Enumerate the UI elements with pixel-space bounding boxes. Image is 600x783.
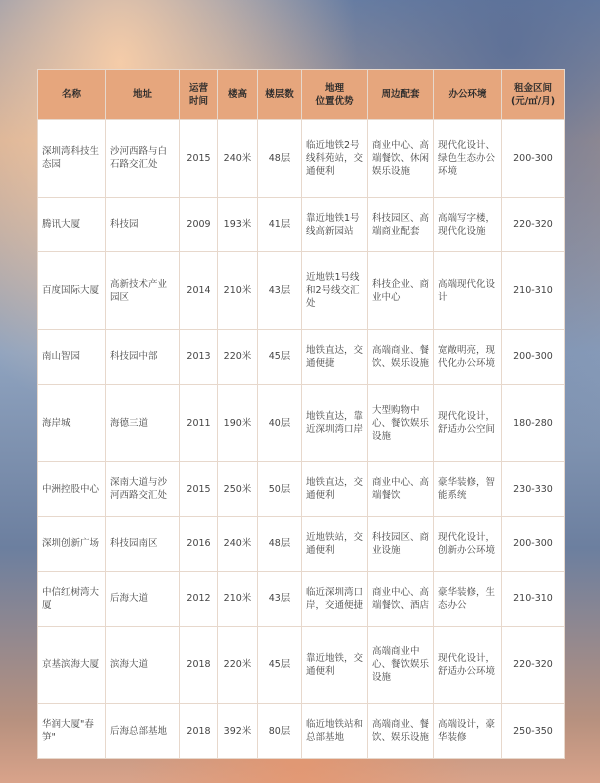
header-name: 名称 <box>38 70 106 120</box>
cell-location: 地铁直达，靠近深圳湾口岸 <box>302 384 368 462</box>
table-row <box>38 384 565 462</box>
cell-rent: 200-300 <box>502 330 565 385</box>
header-address: 地址 <box>106 70 180 120</box>
header-height: 楼高 <box>218 70 258 120</box>
cell-location: 近地铁站，交通便利 <box>302 517 368 572</box>
cell-name: 腾讯大厦 <box>38 197 106 252</box>
cell-name: 中信红树湾大厦 <box>38 571 106 626</box>
cell-height: 240米 <box>218 120 258 198</box>
cell-name: 京基滨海大厦 <box>38 626 106 704</box>
cell-rent: 230-330 <box>502 462 565 517</box>
cell-address: 后海大道 <box>106 571 180 626</box>
office-building-table <box>37 69 565 759</box>
cell-office: 豪华装修，生态办公 <box>434 571 502 626</box>
cell-amenities: 科技企业、商业中心 <box>368 252 434 330</box>
cell-floors: 45层 <box>258 626 302 704</box>
cell-name: 海岸城 <box>38 384 106 462</box>
cell-rent: 200-300 <box>502 517 565 572</box>
cell-address: 滨海大道 <box>106 626 180 704</box>
table-row <box>38 197 565 252</box>
cell-address: 沙河西路与白石路交汇处 <box>106 120 180 198</box>
cell-office: 现代化设计、绿色生态办公环境 <box>434 120 502 198</box>
cell-floors: 41层 <box>258 197 302 252</box>
header-location: 地理 位置优势 <box>302 70 368 120</box>
cell-rent: 220-320 <box>502 626 565 704</box>
cell-year: 2009 <box>180 197 218 252</box>
cell-office: 现代化设计，创新办公环境 <box>434 517 502 572</box>
cell-year: 2018 <box>180 626 218 704</box>
cell-name: 百度国际大厦 <box>38 252 106 330</box>
table-row <box>38 704 565 759</box>
cell-height: 240米 <box>218 517 258 572</box>
cell-location: 近地铁1号线和2号线交汇处 <box>302 252 368 330</box>
cell-floors: 80层 <box>258 704 302 759</box>
header-rent: 租金区间 (元/㎡/月) <box>502 70 565 120</box>
cell-floors: 43层 <box>258 252 302 330</box>
cell-rent: 250-350 <box>502 704 565 759</box>
cell-amenities: 高端商业中心、餐饮娱乐设施 <box>368 626 434 704</box>
cell-address: 科技园 <box>106 197 180 252</box>
table-row <box>38 571 565 626</box>
cell-height: 392米 <box>218 704 258 759</box>
comparison-table-card <box>37 69 564 759</box>
cell-year: 2013 <box>180 330 218 385</box>
cell-address: 科技园中部 <box>106 330 180 385</box>
cell-amenities: 商业中心、高端餐饮 <box>368 462 434 517</box>
cell-floors: 43层 <box>258 571 302 626</box>
header-office: 办公环境 <box>434 70 502 120</box>
cell-office: 高端现代化设计 <box>434 252 502 330</box>
cell-address: 科技园南区 <box>106 517 180 572</box>
header-floors: 楼层数 <box>258 70 302 120</box>
cell-rent: 220-320 <box>502 197 565 252</box>
cell-height: 220米 <box>218 330 258 385</box>
cell-year: 2011 <box>180 384 218 462</box>
cell-address: 高新技术产业园区 <box>106 252 180 330</box>
cell-height: 190米 <box>218 384 258 462</box>
cell-name: 中洲控股中心 <box>38 462 106 517</box>
cell-name: 华润大厦"春笋" <box>38 704 106 759</box>
cell-location: 临近地铁站和总部基地 <box>302 704 368 759</box>
cell-amenities: 科技园区、商业设施 <box>368 517 434 572</box>
header-year: 运营 时间 <box>180 70 218 120</box>
cell-year: 2012 <box>180 571 218 626</box>
cell-floors: 48层 <box>258 517 302 572</box>
cell-amenities: 商业中心、高端餐饮、休闲娱乐设施 <box>368 120 434 198</box>
cell-rent: 200-300 <box>502 120 565 198</box>
cell-year: 2015 <box>180 120 218 198</box>
cell-office: 高端设计，豪华装修 <box>434 704 502 759</box>
cell-rent: 210-310 <box>502 252 565 330</box>
cell-rent: 210-310 <box>502 571 565 626</box>
table-row <box>38 626 565 704</box>
cell-year: 2016 <box>180 517 218 572</box>
cell-year: 2014 <box>180 252 218 330</box>
cell-location: 临近深圳湾口岸，交通便捷 <box>302 571 368 626</box>
table-row <box>38 330 565 385</box>
cell-address: 海德三道 <box>106 384 180 462</box>
table-row <box>38 462 565 517</box>
cell-amenities: 高端商业、餐饮、娱乐设施 <box>368 704 434 759</box>
table-header-row <box>38 70 565 120</box>
cell-office: 现代化设计，舒适办公空间 <box>434 384 502 462</box>
cell-name: 深圳湾科技生态园 <box>38 120 106 198</box>
cell-location: 地铁直达，交通便利 <box>302 462 368 517</box>
cell-height: 210米 <box>218 252 258 330</box>
cell-name: 南山智园 <box>38 330 106 385</box>
cell-amenities: 科技园区、高端商业配套 <box>368 197 434 252</box>
cell-floors: 48层 <box>258 120 302 198</box>
cell-location: 靠近地铁，交通便利 <box>302 626 368 704</box>
cell-office: 现代化设计，舒适办公环境 <box>434 626 502 704</box>
table-row <box>38 252 565 330</box>
cell-office: 豪华装修，智能系统 <box>434 462 502 517</box>
header-amenities: 周边配套 <box>368 70 434 120</box>
cell-address: 深南大道与沙河西路交汇处 <box>106 462 180 517</box>
cell-location: 临近地铁2号线科苑站，交通便利 <box>302 120 368 198</box>
cell-location: 靠近地铁1号线高新园站 <box>302 197 368 252</box>
cell-year: 2018 <box>180 704 218 759</box>
cell-floors: 50层 <box>258 462 302 517</box>
cell-amenities: 商业中心、高端餐饮、酒店 <box>368 571 434 626</box>
cell-height: 250米 <box>218 462 258 517</box>
cell-floors: 40层 <box>258 384 302 462</box>
table-row <box>38 120 565 198</box>
cell-floors: 45层 <box>258 330 302 385</box>
cell-year: 2015 <box>180 462 218 517</box>
cell-rent: 180-280 <box>502 384 565 462</box>
cell-name: 深圳创新广场 <box>38 517 106 572</box>
table-row <box>38 517 565 572</box>
cell-location: 地铁直达，交通便捷 <box>302 330 368 385</box>
cell-office: 宽敞明亮，现代化办公环境 <box>434 330 502 385</box>
cell-address: 后海总部基地 <box>106 704 180 759</box>
cell-height: 193米 <box>218 197 258 252</box>
cell-amenities: 高端商业、餐饮、娱乐设施 <box>368 330 434 385</box>
cell-office: 高端写字楼，现代化设施 <box>434 197 502 252</box>
cell-height: 220米 <box>218 626 258 704</box>
cell-amenities: 大型购物中心、餐饮娱乐设施 <box>368 384 434 462</box>
cell-height: 210米 <box>218 571 258 626</box>
